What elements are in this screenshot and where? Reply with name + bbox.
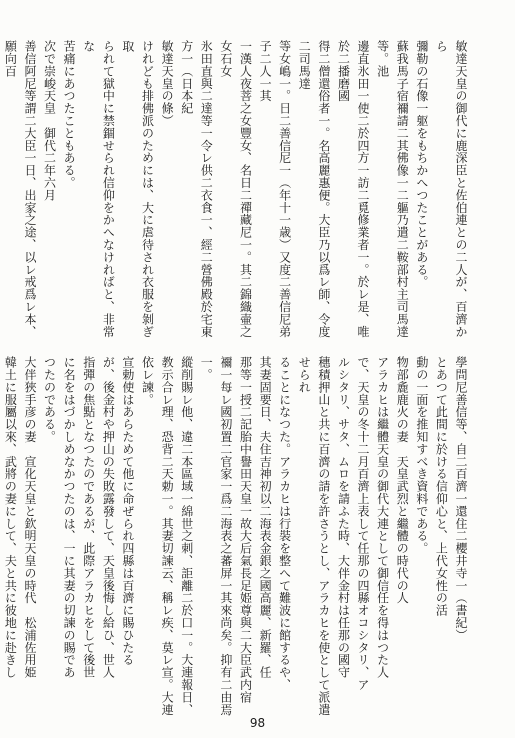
top-text-block: 敏達天皇の御代に鹿深臣と佐伯連との二人が、百濟から 彌勒の石像一躯をもちかへつたことがある。 蘇我馬子宿禰請二其佛像一二軀乃遣二鞍部村主司馬達等。池 邊直氷田一使二於四方一訪二覓修業者一。於レ是、唯於二播磨國 得二僧還俗者一。名高麗惠便。大臣乃以爲レ師、令度二司馬達 等女嶋一。日二善信尼一（年十一歳）又度二善信尼弟子二人一其 一漢人夜菩之女豐女、名日二禪藏尼一。其二錦織壷之女石女 氷田直與二達等一令レ供二衣食一、經二營佛殿於宅東方一（日本紀 敏達天皇の條） けれども排佛派のためには、大に虐待され衣服を剝ぎ取 られて獄中に禁錮せられ信仰をかへなければと、非常な 苦痛にあつたこともある。 次で崇峻天皇 御代二年六月 善信阿尼等謂二大臣一日、出家之途、以レ戒爲レ本、願向百 (3, 40, 468, 338)
bottom-text-block: 學問尼善信等、自二百濟一還住二櫻井寺一（書紀） とあつて此間に於ける信仰心と、上代女性の活 動の一面を推知すべき資料である。 物部麁鹿火の妻 天皇武烈と繼體の時代の人 アラカヒは繼體天皇の御代大連として御信任を得はつた人 で、天皇の冬十二月百濟上表して任那の四縣オコシタリ、ア ルシタリ、サタ、ムロを請ふた時、大伴金村は任那の國守 穗積押山と共に百濟の請を許さうとし、アラカヒを使として派遣せられ ることになつた。アラカヒは行裝を整へて難波に館するや、 其妻固要日、夫住吉神初以二海表金銀之國高麗、新羅、任 那等一授二記胎中譽田天皇一故大后氣長足姫尊與二大臣武内宿 禰一每レ國初置二官家一爲二海表之蕃屏一其來尚矣。抑有二由焉一。 縱削賜レ他、違二本區域一綿世之刺、詎離二於口一。大連報日、 教示合レ理、恐背二天勅一。其妻切諫云、稱レ疾、莫レ宣。大連依レ諫。 宣勅使はあらためて他に命ぜられ四縣は百濟に賜ひたる が、後金村や押山の失敗露發して、天皇後悔し給ひ、世人 指彈の焦點となつたのであるが、此際アラカヒをして後世 に名をはづかしめなかつたのは、一に其妻の切諫の賜であ つたのである。 大伴狹手彦の妻 宣化天皇と欽明天皇の時代 松浦佐用姫 韓土に服屬以來、武將の妻にして、夫と共に彼地に赴きし (3, 356, 468, 716)
page-number: 98 (249, 716, 266, 730)
